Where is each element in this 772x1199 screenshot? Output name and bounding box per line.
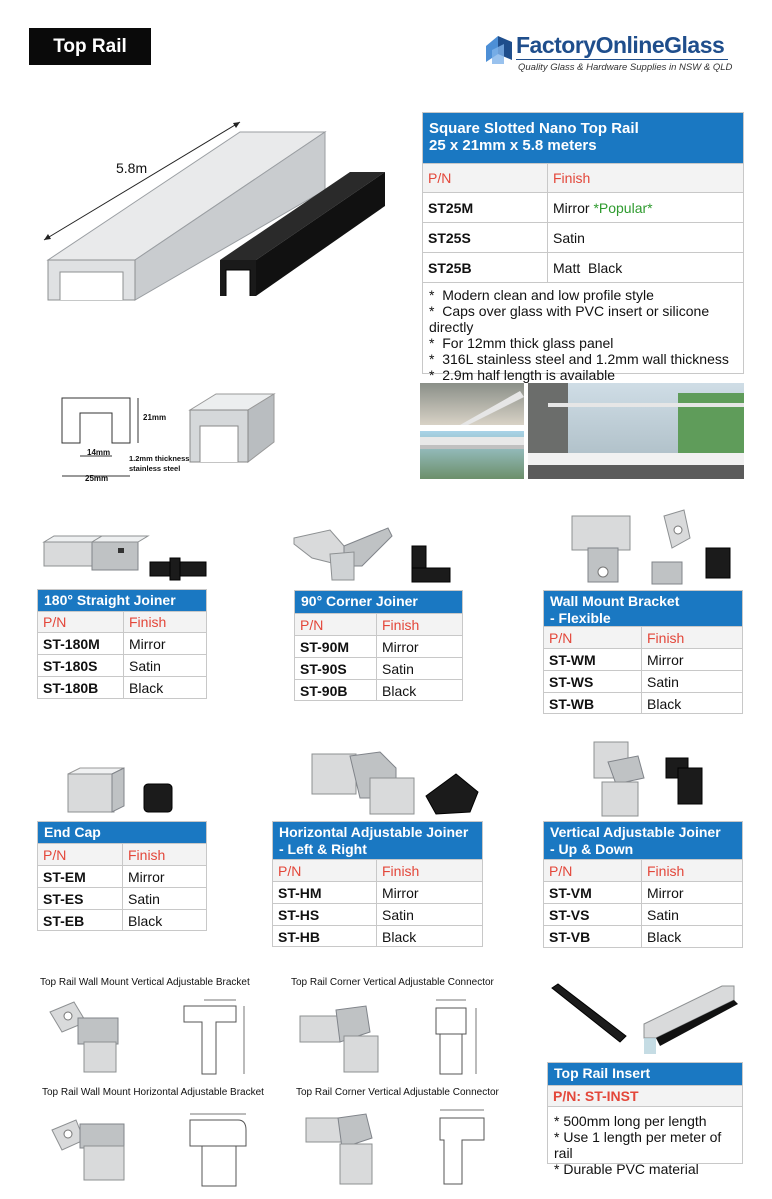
finish-cell: Black bbox=[129, 679, 164, 696]
spec-column-headers bbox=[423, 163, 743, 192]
pn-cell: ST-EB bbox=[38, 910, 123, 931]
table-row bbox=[295, 679, 462, 701]
corner-vertical-connector-caption: Top Rail Corner Vertical Adjustable Connector bbox=[291, 977, 494, 988]
wall-mount-title-line1: Wall Mount Bracket bbox=[550, 593, 680, 609]
table-row bbox=[544, 692, 742, 714]
finish-cell: Matt Black bbox=[553, 259, 623, 276]
joiner-180-image bbox=[42, 532, 212, 586]
finish-cell: Satin bbox=[382, 660, 414, 677]
height-dimension: 21mm bbox=[143, 413, 167, 422]
spec-note: * 2.9m half length is available bbox=[429, 367, 616, 383]
spec-note: * Caps over glass with PVC insert or silicone directly bbox=[429, 303, 710, 335]
wall-horizontal-bracket-caption: Top Rail Wall Mount Horizontal Adjustable Bracket bbox=[42, 1087, 264, 1098]
insert-title: Top Rail Insert bbox=[548, 1063, 742, 1085]
spec-note: * Modern clean and low profile style bbox=[429, 287, 654, 303]
profile-drawing bbox=[50, 388, 280, 488]
pn-cell: ST25B bbox=[423, 253, 548, 282]
joiner-180-column-headers bbox=[38, 611, 206, 632]
joiner-180-table bbox=[37, 589, 207, 699]
pn-cell: ST-WB bbox=[544, 693, 642, 714]
finish-cell: Black bbox=[382, 682, 417, 699]
insert-note: * Use 1 length per meter of rail bbox=[554, 1129, 722, 1161]
pn-cell: ST-VB bbox=[544, 926, 642, 947]
joiner-180-title: 180° Straight Joiner bbox=[38, 590, 206, 611]
finish-cell: Satin bbox=[382, 906, 414, 923]
finish-header: Finish bbox=[382, 616, 420, 633]
finish-header: Finish bbox=[128, 846, 166, 863]
table-row bbox=[38, 632, 206, 654]
popular-badge: *Popular* bbox=[593, 199, 653, 216]
pn-cell: ST-HS bbox=[273, 904, 377, 925]
spec-note: * For 12mm thick glass panel bbox=[429, 335, 614, 351]
finish-cell: Mirror bbox=[647, 884, 684, 901]
finish-cell bbox=[548, 193, 658, 222]
finish-cell: Black bbox=[647, 695, 682, 712]
width-dimension: 25mm bbox=[85, 474, 109, 483]
insert-notes bbox=[548, 1106, 742, 1181]
finish-cell: Mirror bbox=[647, 651, 684, 668]
finish-cell: Mirror bbox=[128, 868, 165, 885]
install-photo-2 bbox=[420, 431, 524, 479]
vertical-joiner-table bbox=[543, 821, 743, 948]
joiner-90-table bbox=[294, 590, 463, 701]
wall-mount-title-line2: - Flexible bbox=[550, 610, 611, 626]
table-row bbox=[544, 670, 742, 692]
spec-table-header bbox=[423, 113, 743, 163]
pn-cell: ST-EM bbox=[38, 866, 123, 887]
pn-cell: ST-180B bbox=[38, 677, 124, 698]
profile-cross-section bbox=[50, 388, 200, 488]
table-row bbox=[38, 865, 206, 887]
pn-cell: ST-HB bbox=[273, 926, 377, 947]
insert-note: * Durable PVC material bbox=[554, 1161, 699, 1177]
wall-mount-image bbox=[568, 508, 738, 590]
pn-header: P/N bbox=[38, 844, 123, 865]
horizontal-joiner-table bbox=[272, 821, 483, 947]
profile-photo bbox=[188, 392, 278, 464]
joiner-90-title: 90° Corner Joiner bbox=[295, 591, 462, 613]
brand-logo bbox=[484, 30, 734, 76]
slot-dimension: 14mm bbox=[87, 448, 111, 457]
table-row bbox=[38, 909, 206, 931]
page-title: Top Rail bbox=[29, 28, 151, 65]
table-row bbox=[423, 222, 743, 252]
wall-mount-column-headers bbox=[544, 626, 742, 648]
table-row bbox=[38, 676, 206, 698]
pn-header: P/N bbox=[38, 612, 124, 632]
finish-cell: Mirror bbox=[129, 635, 166, 652]
joiner-90-image bbox=[292, 526, 462, 588]
wall-vertical-bracket-caption: Top Rail Wall Mount Vertical Adjustable Bracket bbox=[40, 977, 250, 988]
end-cap-image bbox=[66, 766, 186, 816]
brand-divider bbox=[516, 59, 728, 60]
table-row bbox=[544, 881, 742, 903]
finish-cell: Satin bbox=[129, 657, 161, 674]
pn-cell: ST-WM bbox=[544, 649, 642, 670]
vertical-joiner-column-headers bbox=[544, 859, 742, 881]
finish-header: Finish bbox=[647, 862, 685, 879]
wall-mount-header bbox=[544, 591, 742, 626]
thickness-label: 1.2mm thickness bbox=[129, 454, 190, 463]
wall-vertical-bracket-drawing bbox=[180, 994, 260, 1082]
vertical-joiner-title-line2: - Up & Down bbox=[550, 841, 634, 857]
pn-header: P/N bbox=[544, 860, 642, 881]
wall-mount-table bbox=[543, 590, 743, 714]
finish-cell: Black bbox=[382, 928, 417, 945]
table-row bbox=[273, 925, 482, 947]
pn-header: P/N bbox=[273, 860, 377, 881]
wall-vertical-bracket-image bbox=[48, 998, 138, 1078]
top-rail-spec-table bbox=[422, 112, 744, 383]
material-label: stainless steel bbox=[129, 464, 181, 473]
wall-horizontal-bracket-image bbox=[50, 1110, 140, 1190]
insert-pn: P/N: ST-INST bbox=[553, 1088, 639, 1104]
table-row bbox=[295, 635, 462, 657]
finish-header: Finish bbox=[382, 862, 420, 879]
pn-cell: ST-180M bbox=[38, 633, 124, 654]
pn-cell: ST25S bbox=[423, 223, 548, 252]
finish-cell: Mirror bbox=[382, 638, 419, 655]
rail-product-image bbox=[30, 110, 410, 310]
pn-cell: ST-90M bbox=[295, 636, 377, 657]
pn-cell: ST25M bbox=[423, 193, 548, 222]
corner-vertical-connector-2-image bbox=[300, 1108, 396, 1192]
table-row bbox=[38, 654, 206, 676]
joiner-90-column-headers bbox=[295, 613, 462, 635]
table-row bbox=[273, 903, 482, 925]
end-cap-table bbox=[37, 821, 207, 931]
finish-header: Finish bbox=[647, 629, 685, 646]
horizontal-joiner-title-line2: - Left & Right bbox=[279, 841, 367, 857]
pn-cell: ST-WS bbox=[544, 671, 642, 692]
vertical-joiner-header bbox=[544, 822, 742, 859]
corner-vertical-connector-image bbox=[296, 996, 392, 1080]
spec-title-line2: 25 x 21mm x 5.8 meters bbox=[429, 137, 597, 154]
horizontal-joiner-column-headers bbox=[273, 859, 482, 881]
pn-cell: ST-VM bbox=[544, 882, 642, 903]
finish-cell: Satin bbox=[647, 673, 679, 690]
table-row bbox=[544, 648, 742, 670]
horizontal-joiner-title-line1: Horizontal Adjustable Joiner bbox=[279, 824, 469, 840]
corner-vertical-connector-2-caption: Top Rail Corner Vertical Adjustable Connector bbox=[296, 1087, 499, 1098]
glass-logo-icon bbox=[484, 34, 514, 66]
table-row bbox=[38, 887, 206, 909]
finish-cell: Satin bbox=[647, 906, 679, 923]
table-row bbox=[295, 657, 462, 679]
finish-cell: Satin bbox=[128, 890, 160, 907]
finish-cell: Black bbox=[647, 928, 682, 945]
spec-notes bbox=[423, 282, 743, 387]
horizontal-joiner-header bbox=[273, 822, 482, 859]
rail-length-label: 5.8m bbox=[116, 160, 148, 176]
finish-header: Finish bbox=[553, 170, 591, 186]
pn-cell: ST-90S bbox=[295, 658, 377, 679]
pn-cell: ST-ES bbox=[38, 888, 123, 909]
end-cap-title: End Cap bbox=[38, 822, 206, 843]
spec-title-line1: Square Slotted Nano Top Rail bbox=[429, 120, 639, 137]
pn-cell: ST-180S bbox=[38, 655, 124, 676]
table-row bbox=[273, 881, 482, 903]
table-row bbox=[423, 252, 743, 282]
brand-tagline: Quality Glass & Hardware Supplies in NSW & QLD bbox=[518, 62, 733, 73]
table-row bbox=[423, 192, 743, 222]
install-photo-3 bbox=[528, 383, 744, 479]
pn-header: P/N bbox=[544, 627, 642, 648]
horizontal-joiner-image bbox=[310, 748, 490, 818]
vertical-joiner-image bbox=[586, 738, 716, 820]
install-photo-1 bbox=[420, 383, 524, 425]
finish-header: Finish bbox=[129, 614, 167, 630]
finish-cell: Satin bbox=[553, 229, 585, 246]
insert-table bbox=[547, 1062, 743, 1177]
table-row bbox=[544, 903, 742, 925]
corner-vertical-connector-drawing bbox=[428, 994, 508, 1084]
pn-cell: ST-HM bbox=[273, 882, 377, 903]
wall-horizontal-bracket-drawing bbox=[180, 1106, 260, 1194]
vertical-joiner-title-line1: Vertical Adjustable Joiner bbox=[550, 824, 721, 840]
pn-cell: ST-90B bbox=[295, 680, 377, 701]
pn-header: P/N bbox=[295, 614, 377, 635]
table-row bbox=[544, 925, 742, 947]
pn-cell: ST-VS bbox=[544, 904, 642, 925]
insert-image bbox=[548, 980, 744, 1056]
insert-note: * 500mm long per length bbox=[554, 1113, 707, 1129]
spec-note: * 316L stainless steel and 1.2mm wall thickness bbox=[429, 351, 729, 367]
pn-header: P/N bbox=[423, 164, 548, 192]
brand-name: FactoryOnlineGlass bbox=[516, 32, 725, 58]
insert-pn-row bbox=[548, 1085, 742, 1106]
finish-cell: Black bbox=[128, 912, 163, 929]
finish-cell: Mirror bbox=[382, 884, 419, 901]
corner-vertical-connector-2-drawing bbox=[432, 1104, 512, 1194]
rail-illustration bbox=[30, 110, 410, 310]
end-cap-column-headers bbox=[38, 843, 206, 865]
finish-value: Mirror bbox=[553, 199, 590, 216]
